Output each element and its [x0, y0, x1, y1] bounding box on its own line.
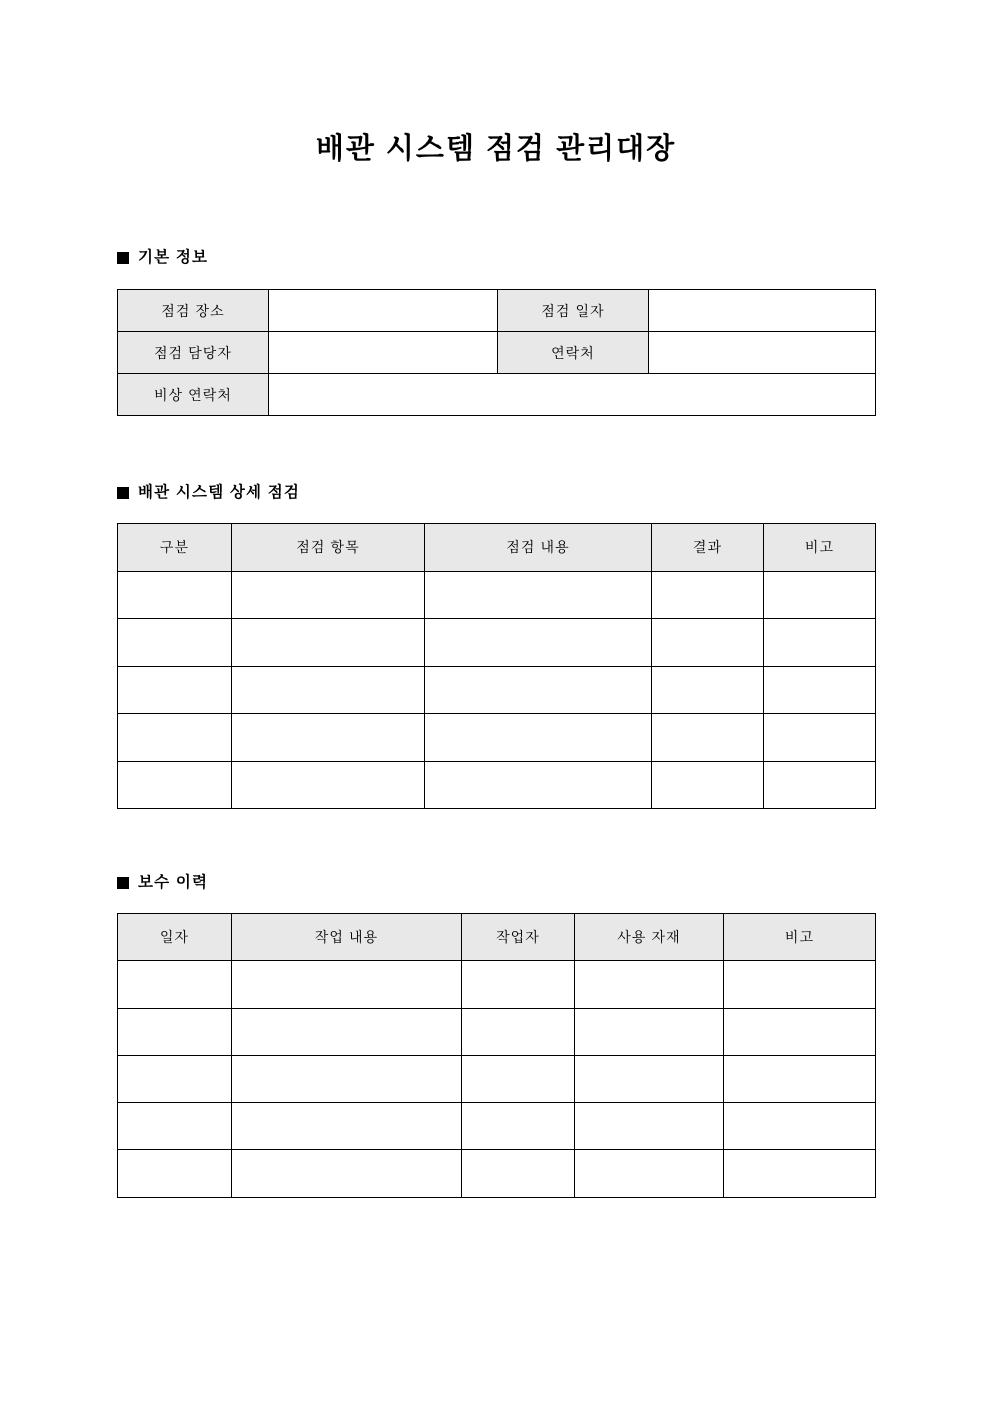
value-inspection-location[interactable] — [269, 290, 498, 332]
section-heading-label: 보수 이력 — [138, 874, 209, 891]
cell-inspection-item[interactable] — [232, 714, 425, 762]
column-header-category: 구분 — [118, 524, 232, 572]
cell-inspection-content[interactable] — [425, 666, 652, 714]
cell-remarks[interactable] — [764, 619, 876, 667]
maintenance-history-table — [117, 913, 876, 1198]
table-row — [118, 1055, 876, 1102]
cell-result[interactable] — [652, 666, 764, 714]
cell-materials-used[interactable] — [575, 1055, 724, 1102]
cell-result[interactable] — [652, 619, 764, 667]
column-header-work-content: 작업 내용 — [232, 914, 462, 961]
cell-materials-used[interactable] — [575, 1150, 724, 1197]
filled-square-bullet-icon — [117, 252, 129, 264]
cell-work-content[interactable] — [232, 1055, 462, 1102]
table-row — [118, 332, 876, 374]
cell-category[interactable] — [118, 761, 232, 809]
detailed-inspection-table — [117, 523, 876, 809]
column-header-worker: 작업자 — [462, 914, 575, 961]
cell-result[interactable] — [652, 571, 764, 619]
cell-result[interactable] — [652, 714, 764, 762]
cell-category[interactable] — [118, 619, 232, 667]
cell-remarks[interactable] — [724, 1055, 876, 1102]
cell-inspection-item[interactable] — [232, 666, 425, 714]
label-emergency-contact: 비상 연락처 — [118, 374, 269, 416]
basic-info-table — [117, 289, 876, 416]
cell-inspection-item[interactable] — [232, 571, 425, 619]
section-heading-label: 배관 시스템 상세 점검 — [138, 484, 301, 501]
table-row — [118, 761, 876, 809]
label-inspection-location: 점검 장소 — [118, 290, 269, 332]
table-row — [118, 1103, 876, 1150]
filled-square-bullet-icon — [117, 877, 129, 889]
cell-remarks[interactable] — [764, 761, 876, 809]
value-emergency-contact[interactable] — [269, 374, 876, 416]
value-contact[interactable] — [649, 332, 876, 374]
column-header-remarks: 비고 — [724, 914, 876, 961]
cell-remarks[interactable] — [764, 666, 876, 714]
cell-inspection-item[interactable] — [232, 761, 425, 809]
cell-materials-used[interactable] — [575, 1008, 724, 1055]
cell-inspection-content[interactable] — [425, 714, 652, 762]
table-row — [118, 1150, 876, 1197]
cell-category[interactable] — [118, 666, 232, 714]
cell-worker[interactable] — [462, 1055, 575, 1102]
table-header-row — [118, 914, 876, 961]
cell-inspection-content[interactable] — [425, 619, 652, 667]
cell-work-content[interactable] — [232, 1008, 462, 1055]
table-row — [118, 619, 876, 667]
page-title: 배관 시스템 점검 관리대장 — [315, 133, 677, 165]
table-header-row — [118, 524, 876, 572]
cell-remarks[interactable] — [724, 1008, 876, 1055]
cell-work-content[interactable] — [232, 1103, 462, 1150]
table-row — [118, 571, 876, 619]
cell-worker[interactable] — [462, 1150, 575, 1197]
cell-work-content[interactable] — [232, 961, 462, 1008]
cell-remarks[interactable] — [724, 961, 876, 1008]
table-row — [118, 374, 876, 416]
cell-result[interactable] — [652, 761, 764, 809]
section-heading-detailed-inspection — [117, 484, 300, 503]
value-inspection-date[interactable] — [649, 290, 876, 332]
column-header-result: 결과 — [652, 524, 764, 572]
table-row — [118, 714, 876, 762]
cell-materials-used[interactable] — [575, 961, 724, 1008]
cell-category[interactable] — [118, 714, 232, 762]
cell-worker[interactable] — [462, 961, 575, 1008]
cell-inspection-content[interactable] — [425, 571, 652, 619]
cell-date[interactable] — [118, 1150, 232, 1197]
table-row — [118, 961, 876, 1008]
column-header-materials-used: 사용 자재 — [575, 914, 724, 961]
filled-square-bullet-icon — [117, 487, 129, 499]
label-contact: 연락처 — [498, 332, 649, 374]
cell-date[interactable] — [118, 1103, 232, 1150]
label-inspector: 점검 담당자 — [118, 332, 269, 374]
cell-category[interactable] — [118, 571, 232, 619]
cell-inspection-content[interactable] — [425, 761, 652, 809]
section-heading-basic-info — [117, 249, 208, 268]
cell-date[interactable] — [118, 961, 232, 1008]
table-row — [118, 290, 876, 332]
cell-work-content[interactable] — [232, 1150, 462, 1197]
cell-inspection-item[interactable] — [232, 619, 425, 667]
cell-remarks[interactable] — [764, 714, 876, 762]
cell-date[interactable] — [118, 1055, 232, 1102]
value-inspector[interactable] — [269, 332, 498, 374]
cell-worker[interactable] — [462, 1008, 575, 1055]
cell-remarks[interactable] — [724, 1150, 876, 1197]
column-header-date: 일자 — [118, 914, 232, 961]
cell-materials-used[interactable] — [575, 1103, 724, 1150]
cell-remarks[interactable] — [764, 571, 876, 619]
column-header-inspection-content: 점검 내용 — [425, 524, 652, 572]
cell-date[interactable] — [118, 1008, 232, 1055]
section-heading-maintenance-history — [117, 874, 208, 893]
cell-remarks[interactable] — [724, 1103, 876, 1150]
column-header-remarks: 비고 — [764, 524, 876, 572]
cell-worker[interactable] — [462, 1103, 575, 1150]
label-inspection-date: 점검 일자 — [498, 290, 649, 332]
column-header-inspection-item: 점검 항목 — [232, 524, 425, 572]
table-row — [118, 666, 876, 714]
table-row — [118, 1008, 876, 1055]
section-heading-label: 기본 정보 — [138, 249, 209, 266]
